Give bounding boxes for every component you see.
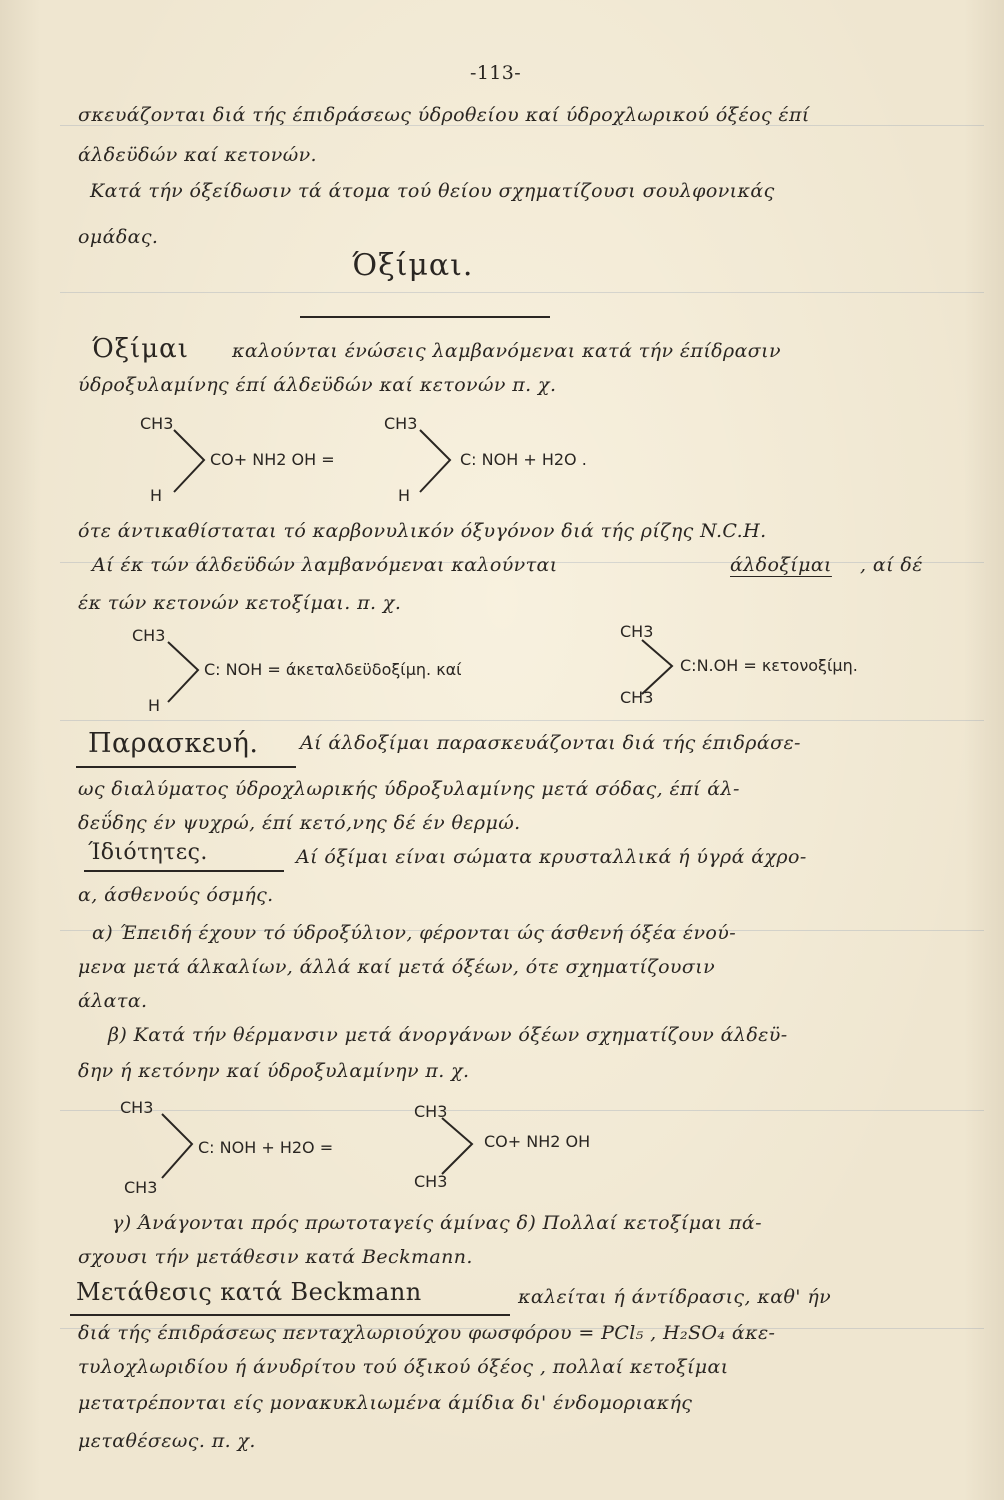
formula-bracket	[166, 640, 206, 710]
text-line: άλδεϋδών καί κετονών.	[78, 144, 317, 166]
text-line: άλατα.	[78, 990, 148, 1012]
formula-ch3: CH3	[140, 414, 174, 433]
text-line: Κατά τήν όξείδωσιν τά άτομα τού θείου σχηματίζουσι σουλφονικάς	[90, 180, 775, 202]
formula-ch3: CH3	[124, 1178, 158, 1197]
text-line: ότε άντικαθίσταται τό καρβονυλικόν όξυγόνον διά τής ρίζης N.C.H.	[78, 520, 767, 542]
formula-h: H	[148, 696, 161, 715]
text-line: α, άσθενούς όσμής.	[78, 884, 274, 906]
formula-bracket	[160, 1112, 200, 1182]
text-line: ομάδας.	[78, 226, 159, 248]
text-line: μετατρέπονται είς μονακυκλιωμένα άμίδια δι' ένδομοριακής	[78, 1392, 693, 1414]
text-line: ύδροξυλαμίνης έπί άλδεϋδών καί κετονών π. χ.	[78, 374, 557, 396]
section-preparation: Παρασκευή.	[88, 728, 259, 759]
text-line: Αί έκ τών άλδεϋδών λαμβανόμεναι καλούνται	[92, 554, 558, 576]
text-line: , αί δέ	[860, 554, 923, 576]
title-underline	[300, 316, 550, 318]
text-line: σκευάζονται διά τής έπιδράσεως ύδροθείου καί ύδροχλωρικού όξέος έπί	[78, 104, 810, 126]
formula-products: CO+ NH2 OH	[484, 1132, 591, 1151]
text-line: Αί όξίμαι είναι σώματα κρυσταλλικά ή ύγρά άχρο-	[296, 846, 807, 868]
formula-ketoxime: C:N.OH = κετονοξίμη.	[680, 656, 858, 675]
text-line: μεταθέσεως. π. χ.	[78, 1430, 256, 1452]
text-line: διά τής έπιδράσεως πενταχλωριούχου φωσφόρου = PCl₅ , H₂SO₄ άκε-	[78, 1322, 776, 1344]
term-heading: Όξίμαι	[92, 334, 189, 364]
text-line: καλούνται ένώσεις λαμβανόμεναι κατά τήν έπίδρασιν	[232, 340, 781, 362]
formula-ch3: CH3	[414, 1172, 448, 1191]
formula-ch3: CH3	[120, 1098, 154, 1117]
preparation-underline	[76, 766, 296, 768]
formula-ch3: CH3	[414, 1102, 448, 1121]
text-line: δην ή κετόνην καί ύδροξυλαμίνην π. χ.	[78, 1060, 470, 1082]
text-line: ως διαλύματος ύδροχλωρικής ύδροξυλαμίνης μετά σόδας, έπί άλ-	[78, 778, 740, 800]
beckmann-underline	[70, 1314, 510, 1316]
properties-underline	[84, 870, 284, 872]
formula-bracket	[440, 1116, 480, 1180]
text-line: τυλοχλωριδίου ή άνυδρίτου τού όξικού όξέος , πολλαί κετοξίμαι	[78, 1356, 729, 1378]
section-properties: Ίδιότητες.	[88, 840, 208, 865]
section-title: Όξίμαι.	[352, 248, 474, 283]
formula-ch3: CH3	[384, 414, 418, 433]
formula-products: C: NOH + H2O .	[460, 450, 587, 469]
text-line: δεΰδης έν ψυχρώ, έπί κετό,νης δέ έν θερμώ.	[78, 812, 521, 834]
formula-bracket	[418, 428, 458, 498]
formula-h: H	[398, 486, 411, 505]
page-number: -113-	[470, 62, 522, 84]
formula-ch3: CH3	[620, 688, 654, 707]
text-line: καλείται ή άντίδρασις, καθ' ήν	[518, 1286, 832, 1308]
term-aldoximes: άλδοξίμαι	[730, 554, 832, 576]
text-line: μενα μετά άλκαλίων, άλλά καί μετά όξέων, ότε σχηματίζουσιν	[78, 956, 716, 978]
formula-aldoxime: C: NOH = άκεταλδεϋδοξίμη. καί	[204, 660, 462, 679]
text-line: β) Κατά τήν θέρμανσιν μετά άνοργάνων όξέων σχηματίζουν άλδεϋ-	[108, 1024, 788, 1046]
formula-ch3: CH3	[620, 622, 654, 641]
text-line: α) Έπειδή έχουν τό ύδροξύλιον, φέρονται ώς άσθενή όξέα ένού-	[92, 922, 737, 944]
formula-h: H	[150, 486, 163, 505]
formula-ch3: CH3	[132, 626, 166, 645]
formula-bracket	[640, 638, 680, 698]
formula-reactants: C: NOH + H2O =	[198, 1138, 334, 1157]
text-line: έκ τών κετονών κετοξίμαι. π. χ.	[78, 592, 402, 614]
text-line: Αί άλδοξίμαι παρασκευάζονται διά τής έπιδράσε-	[300, 732, 801, 754]
section-beckmann: Μετάθεσις κατά Beckmann	[76, 1278, 422, 1306]
text-line: σχουσι τήν μετάθεσιν κατά Beckmann.	[78, 1246, 473, 1268]
formula-bracket	[172, 428, 212, 498]
formula-reactants: CO+ NH2 OH =	[210, 450, 335, 469]
text-line: γ) Άνάγονται πρός πρωτοταγείς άμίνας δ) Πολλαί κετοξίμαι πά-	[112, 1212, 762, 1234]
